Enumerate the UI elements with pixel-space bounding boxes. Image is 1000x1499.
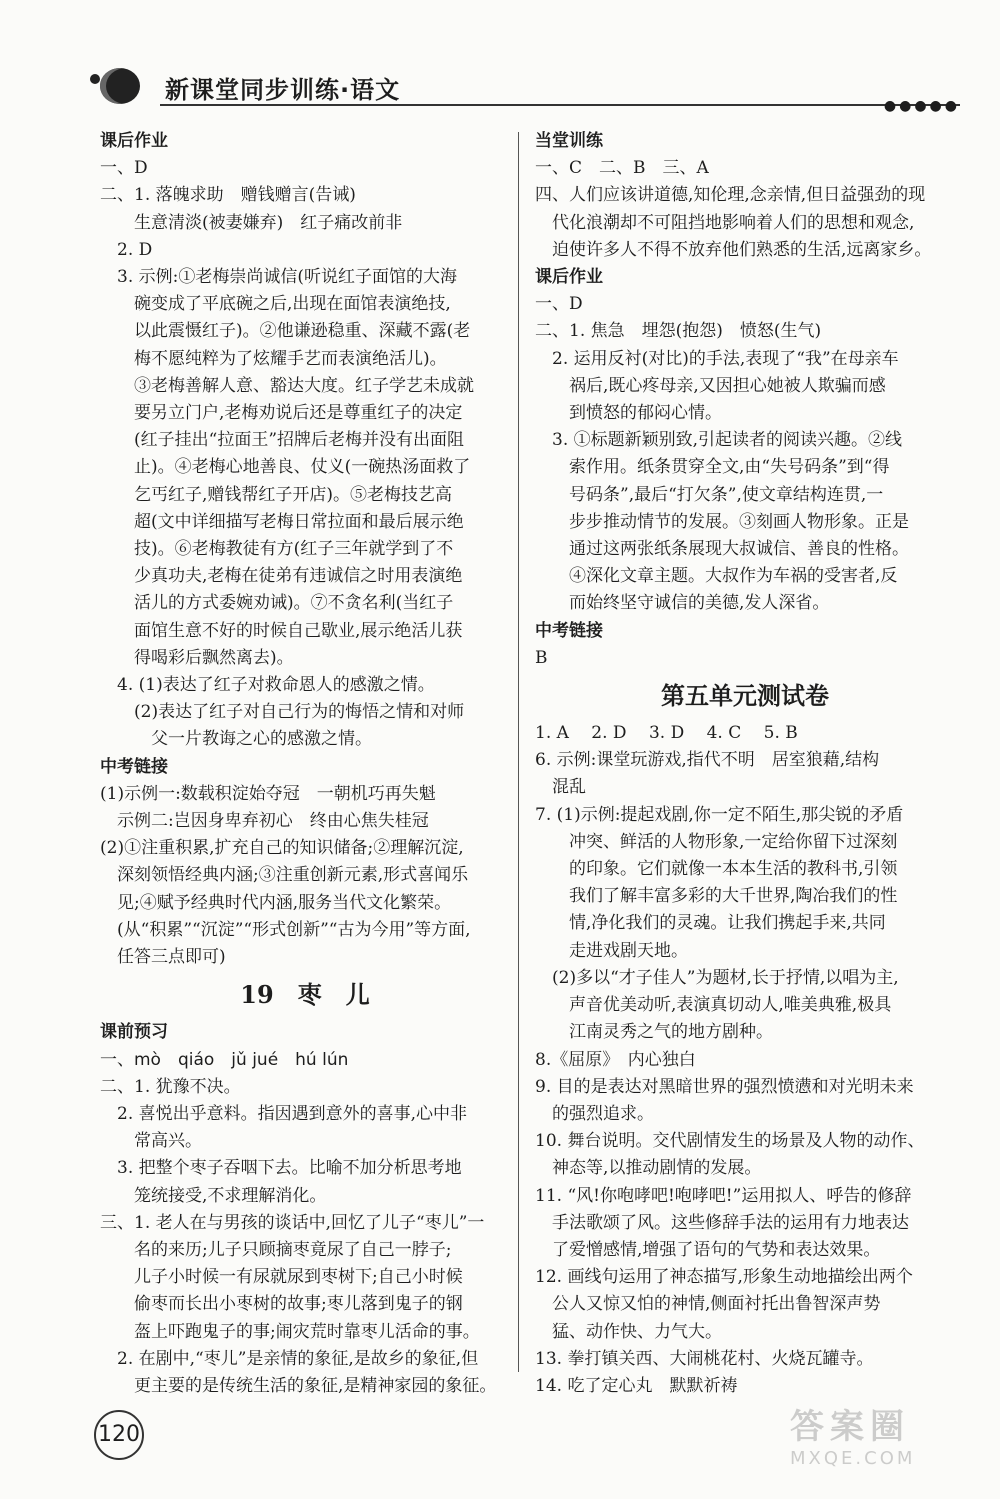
text-line: 名的来历;儿子只顾摘枣竟尿了自己一脖子; <box>100 1239 452 1260</box>
text-line: 要另立门户,老梅劝说后还是尊重红子的决定 <box>100 403 463 424</box>
text-line: 二、1. 落魄求助 赠钱赠言(告诫) <box>100 185 356 206</box>
text-line: 得喝彩后飘然离去)。 <box>100 647 294 668</box>
text-line: 情,净化我们的灵魂。让我们携起手来,共同 <box>535 913 886 934</box>
text-line: 偷枣而长出小枣树的故事;枣儿落到鬼子的钢 <box>100 1294 463 1315</box>
text-line: 示例二:岂因身卑弃初心 终由心焦失桂冠 <box>100 811 429 832</box>
right-column <box>535 128 955 1400</box>
text-line: 1. A 2. D 3. D 4. C 5. B <box>535 723 798 744</box>
text-line: 3. ①标题新颖别致,引起读者的阅读兴趣。②线 <box>535 430 903 451</box>
text-line: 笼统接受,不求理解消化。 <box>100 1185 327 1206</box>
text-line: 11. “风!你咆哮吧!咆哮吧!”运用拟人、呼告的修辞 <box>535 1185 912 1206</box>
text-line: 而始终坚守诚信的美德,发人深省。 <box>535 593 830 614</box>
text-line: 走进戏剧天地。 <box>535 940 688 961</box>
text-line: 2. D <box>100 239 153 260</box>
text-line: 父一片教诲之心的感激之情。 <box>100 729 372 750</box>
text-line: 8.《屈原》 内心独白 <box>535 1049 696 1070</box>
text-line: 面馆生意不好的时候自己歇业,展示绝活儿获 <box>100 620 463 641</box>
section-heading: 课后作业 <box>100 131 168 151</box>
text-line: ④深化文章主题。大叔作为车祸的受害者,反 <box>535 566 898 587</box>
text-line: 4. (1)表达了红子对救命恩人的感激之情。 <box>100 675 435 696</box>
text-line: 冲突、鲜活的人物形象,一定给你留下过深刻 <box>535 831 898 852</box>
watermark-logo: 答案圈 <box>790 1407 910 1447</box>
text-line: 2. 喜悦出乎意料。指因遇到意外的喜事,心中非 <box>100 1103 468 1124</box>
text-line: 9. 目的是表达对黑暗世界的强烈愤懑和对光明未来 <box>535 1076 914 1097</box>
text-line: 公人又惊又怕的神情,侧面衬托出鲁智深声势 <box>535 1294 881 1315</box>
text-line: 12. 画线句运用了神态描写,形象生动地描绘出两个 <box>535 1267 913 1288</box>
text-line: 神态等,以推动剧情的发展。 <box>535 1158 762 1179</box>
left-column <box>100 128 510 1400</box>
text-line: (2)①注重积累,扩充自己的知识储备;②理解沉淀, <box>100 838 464 859</box>
text-line: (红子挂出“拉面王”招牌后老梅并没有出面阻 <box>100 430 465 451</box>
watermark <box>790 1399 970 1479</box>
text-line: 见;④赋予经典时代内涵,服务当代文化繁荣。 <box>100 892 452 913</box>
text-line: 常高兴。 <box>100 1131 202 1152</box>
text-line: 乞丐红子,赠钱帮红子开店)。⑤老梅技艺高 <box>100 484 453 505</box>
text-line: 一、D <box>100 158 148 179</box>
column-divider <box>518 132 519 1372</box>
watermark-url: MXQE.COM <box>790 1448 916 1469</box>
text-line: 一、C 二、B 三、A <box>535 158 709 179</box>
text-line: 猛、动作快、力气大。 <box>535 1321 722 1342</box>
page-header <box>70 62 960 114</box>
text-line: 更主要的是传统生活的象征,是精神家园的象征。 <box>100 1375 497 1396</box>
book-logo-icon <box>100 68 140 104</box>
text-line: 2. 在剧中,“枣儿”是亲情的象征,是故乡的象征,但 <box>100 1348 479 1369</box>
text-line: 14. 吃了定心丸 默默祈祷 <box>535 1375 738 1396</box>
header-dot-icon <box>90 74 100 84</box>
text-line: 步步推动情节的发展。③刻画人物形象。正是 <box>535 511 909 532</box>
page-number: 120 <box>94 1410 144 1460</box>
header-rule-dots: ●●●●● <box>883 98 960 114</box>
text-line: 江南灵秀之气的地方剧种。 <box>535 1022 773 1043</box>
text-line: (1)示例一:数载积淀始夺冠 一朝机巧再失魁 <box>100 783 436 804</box>
section-heading: 当堂训练 <box>535 131 603 151</box>
text-line: 三、1. 老人在与男孩的谈话中,回忆了儿子“枣儿”一 <box>100 1212 485 1233</box>
text-line: 号码条”,最后“打欠条”,使文章结构连贯,一 <box>535 484 884 505</box>
text-line: 索作用。纸条贯穿全文,由“失号码条”到“得 <box>535 457 890 478</box>
header-rule <box>160 104 960 106</box>
pinyin-line: 一、mò qiáo jǔ jué hú lún <box>100 1049 349 1070</box>
text-line: 生意清淡(被妻嫌弃) 红子痛改前非 <box>100 212 403 233</box>
text-line: 3. 示例:①老梅崇尚诚信(听说红子面馆的大海 <box>100 267 457 288</box>
unit-title: 第五单元测试卷 <box>661 681 829 711</box>
text-line: 儿子小时候一有尿就尿到枣树下;自己小时候 <box>100 1267 463 1288</box>
text-line: 梅不愿纯粹为了炫耀手艺而表演绝活儿)。 <box>100 348 447 369</box>
text-line: 少真功夫,老梅在徒弟有违诚信之时用表演绝 <box>100 566 463 587</box>
section-heading: 中考链接 <box>100 756 168 777</box>
text-line: 超(文中详细描写老梅日常拉面和最后展示绝 <box>100 511 464 532</box>
text-line: 深刻领悟经典内涵;③注重创新元素,形式喜闻乐 <box>100 865 469 886</box>
text-line: 四、人们应该讲道德,知伦理,念亲情,但日益强劲的现 <box>535 185 926 206</box>
text-line: (2)表达了红子对自己行为的悔悟之情和对师 <box>100 702 465 723</box>
text-line: 一、D <box>535 294 583 315</box>
text-line: B <box>535 647 548 668</box>
text-line: 的印象。它们就像一本本生活的教科书,引领 <box>535 859 898 880</box>
text-line: 的强烈追求。 <box>535 1103 654 1124</box>
unit-title: 19 枣 儿 <box>240 980 370 1010</box>
book-title: 新课堂同步训练·语文 <box>165 76 401 104</box>
text-line: 了爱憎感情,增强了语句的气势和表达效果。 <box>535 1239 881 1260</box>
text-line: 祸后,既心疼母亲,又因担心她被人欺骗而感 <box>535 375 886 396</box>
text-line: 我们了解丰富多彩的大千世界,陶冶我们的性 <box>535 886 898 907</box>
text-line: 到愤怒的郁闷心情。 <box>535 403 722 424</box>
text-line: ③老梅善解人意、豁达大度。红子学艺未成就 <box>100 375 474 396</box>
text-line: 任答三点即可) <box>100 947 226 968</box>
text-line: 2. 运用反衬(对比)的手法,表现了“我”在母亲车 <box>535 348 899 369</box>
text-line: 止)。④老梅心地善良、仗义(一碗热汤面救了 <box>100 457 471 478</box>
section-heading: 中考链接 <box>535 620 603 641</box>
text-line: 碗变成了平底碗之后,出现在面馆表演绝技, <box>100 294 451 315</box>
text-line: 3. 把整个枣子吞咽下去。比喻不加分析思考地 <box>100 1158 462 1179</box>
text-line: (从“积累”“沉淀”“形式创新”“古为今用”等方面, <box>100 919 471 940</box>
section-heading: 课后作业 <box>535 267 603 288</box>
text-line: 以此震慑红子)。②他谦逊稳重、深藏不露(老 <box>100 321 471 342</box>
text-line: 混乱 <box>535 777 586 798</box>
text-line: 代化浪潮却不可阻挡地影响着人们的思想和观念, <box>535 212 915 233</box>
text-line: 7. (1)示例:提起戏剧,你一定不陌生,那尖锐的矛盾 <box>535 804 904 825</box>
text-line: 10. 舞台说明。交代剧情发生的场景及人物的动作、 <box>535 1131 925 1152</box>
text-line: 13. 拳打镇关西、大闹桃花村、火烧瓦罐寺。 <box>535 1348 874 1369</box>
text-line: 二、1. 犹豫不决。 <box>100 1076 241 1097</box>
text-line: 活儿的方式委婉劝诫)。⑦不贪名利(当红子 <box>100 593 454 614</box>
text-line: 盔上吓跑鬼子的事;闹灾荒时靠枣儿活命的事。 <box>100 1321 480 1342</box>
text-line: 技)。⑥老梅教徒有方(红子三年就学到了不 <box>100 539 454 560</box>
text-line: 6. 示例:课堂玩游戏,指代不明 居室狼藉,结构 <box>535 750 880 771</box>
section-heading: 课前预习 <box>100 1022 168 1043</box>
text-line: 通过这两张纸条展现大叔诚信、善良的性格。 <box>535 539 909 560</box>
text-line: (2)多以“才子佳人”为题材,长于抒情,以唱为主, <box>535 967 899 988</box>
text-line: 迫使许多人不得不放弃他们熟悉的生活,远离家乡。 <box>535 239 932 260</box>
text-line: 手法歌颂了风。这些修辞手法的运用有力地表达 <box>535 1212 909 1233</box>
text-line: 声音优美动听,表演真切动人,唯美典雅,极具 <box>535 995 892 1016</box>
text-line: 二、1. 焦急 埋怨(抱怨) 愤怒(生气) <box>535 321 822 342</box>
